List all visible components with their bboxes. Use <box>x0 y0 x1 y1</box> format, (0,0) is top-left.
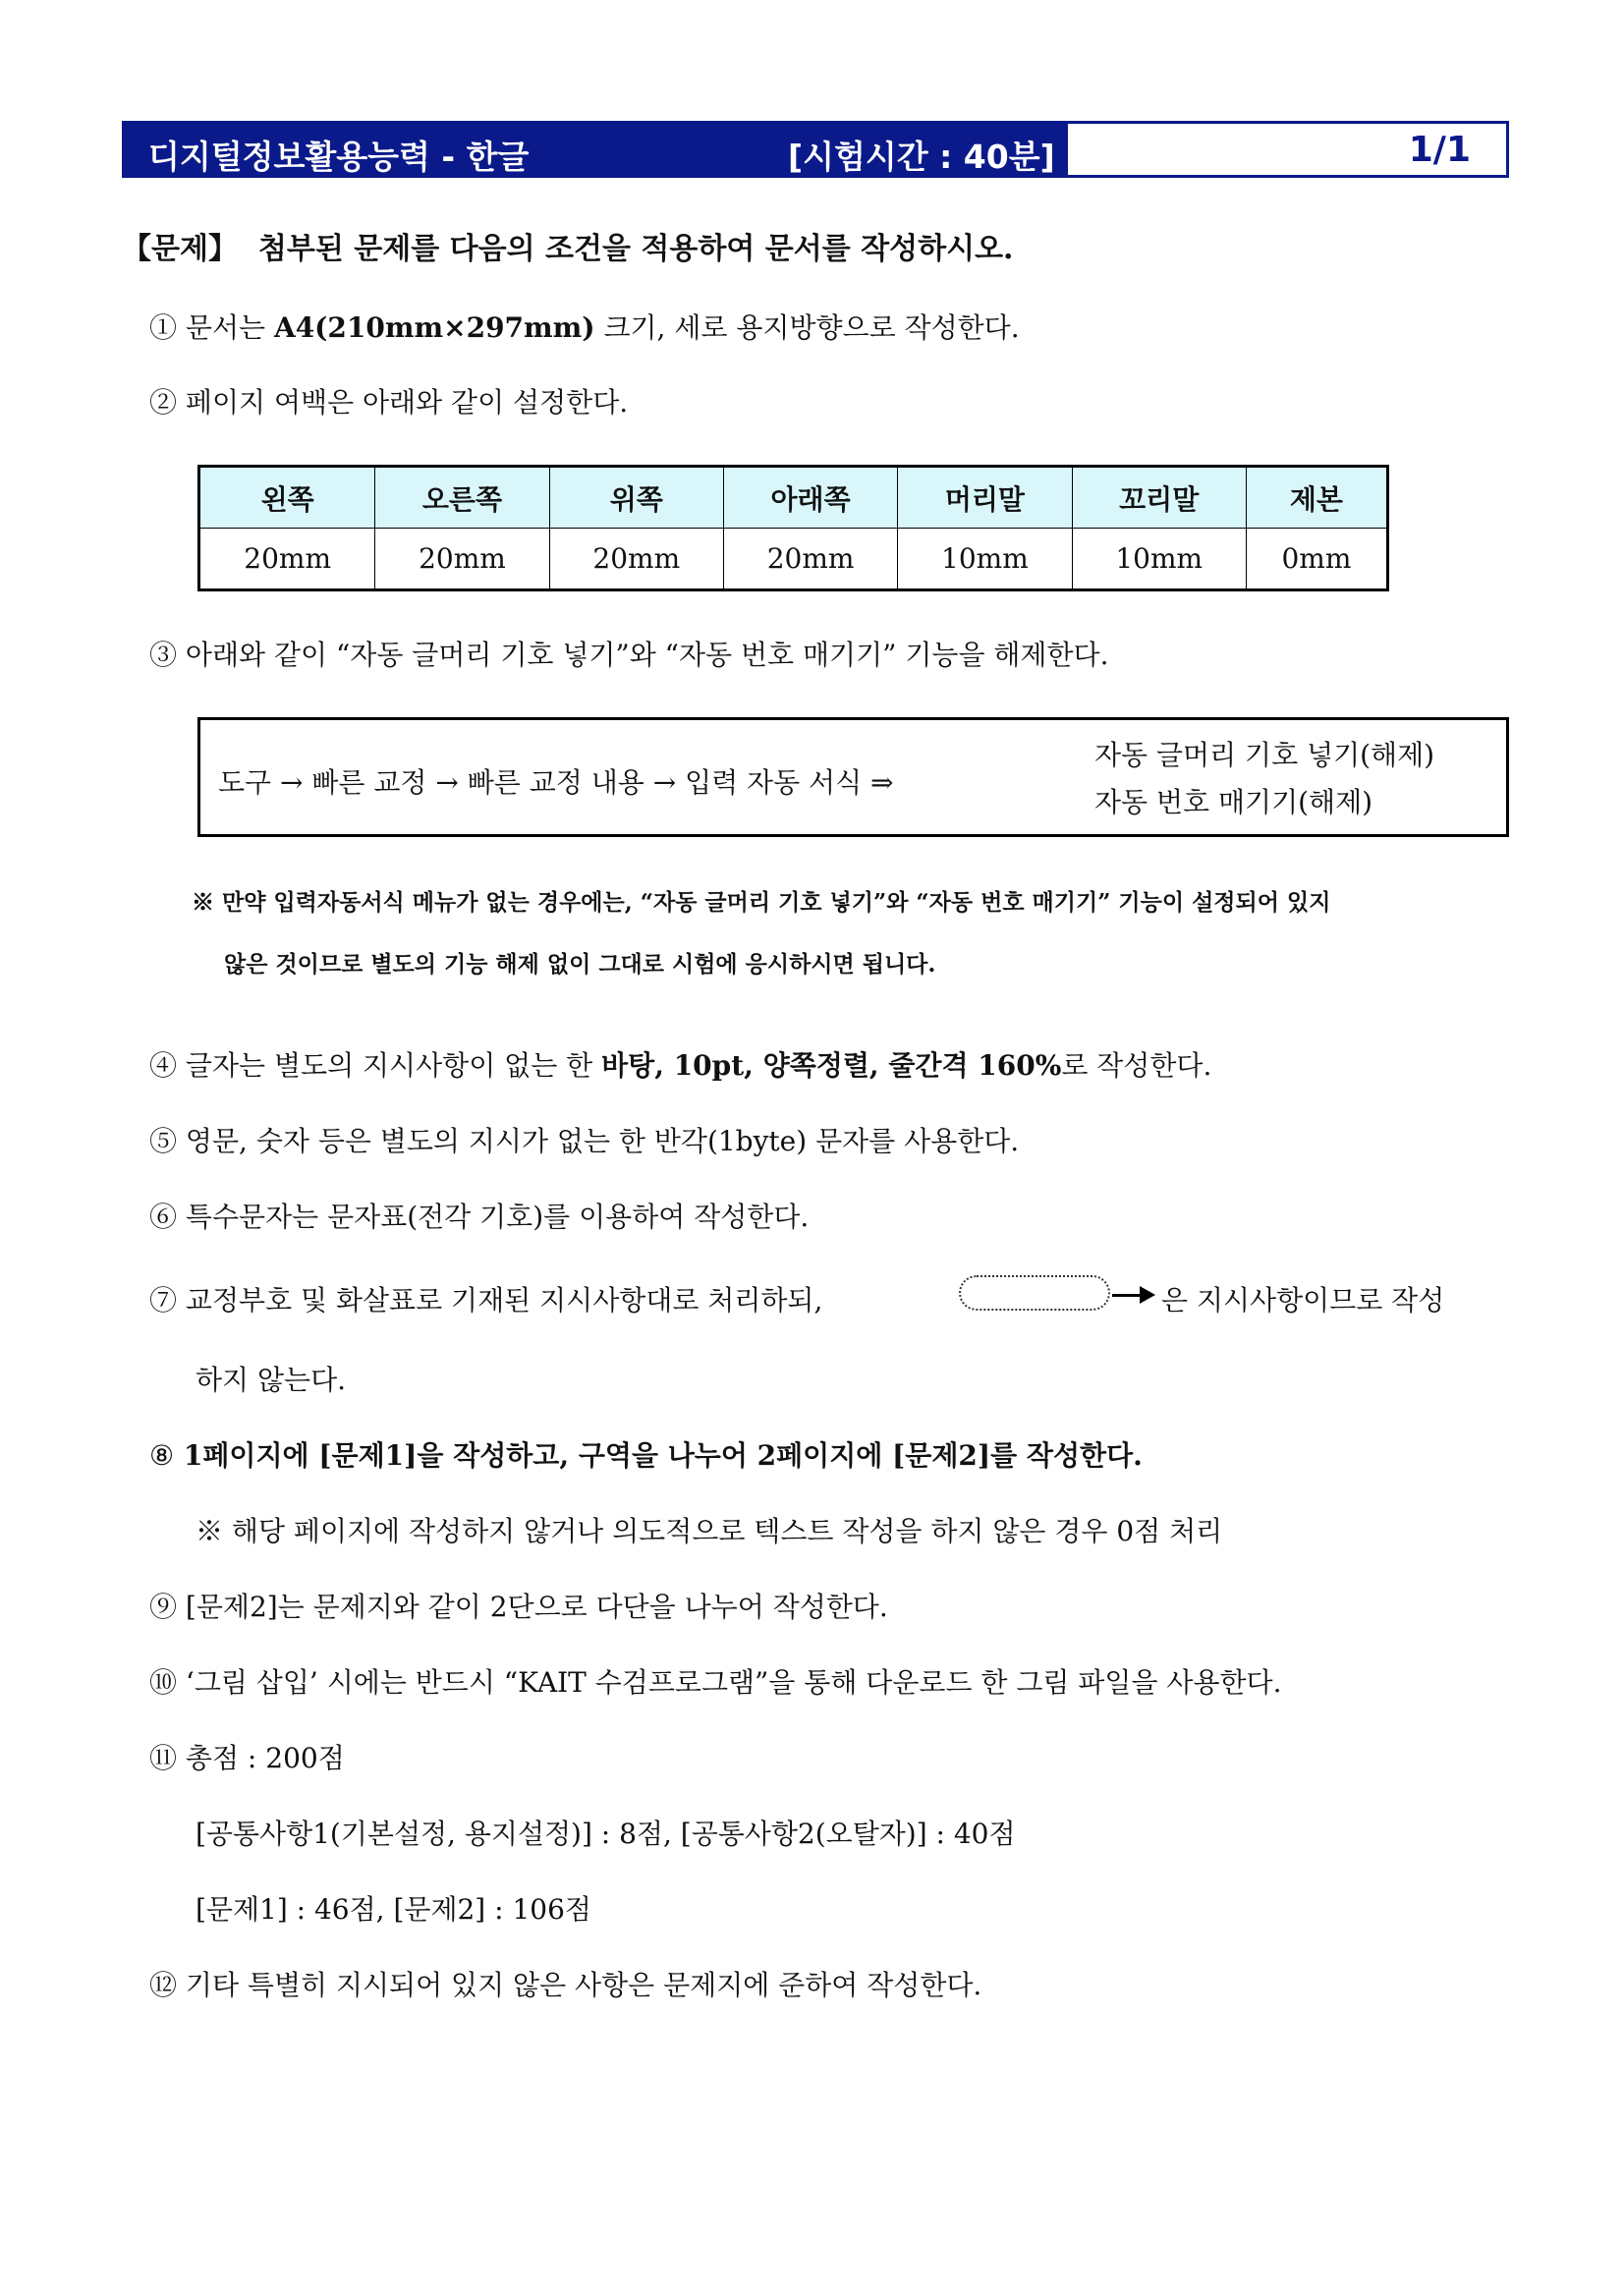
item-2 <box>149 381 628 420</box>
item-10-text: ‘그림 삽입’ 시에는 반드시 “KAIT 수검프로그램”을 통해 다운로드 한 그림 파일을 사용한다. <box>185 1666 1282 1699</box>
item-1-text-bold: A4(210mm×297mm) <box>273 311 595 344</box>
item-1-number: ① <box>149 311 178 344</box>
item-1-text-post: 크기, 세로 용지방향으로 작성한다. <box>594 311 1020 344</box>
exam-time: [시험시간 : 40분] <box>788 138 1055 176</box>
item-8 <box>149 1434 1143 1474</box>
item-3-number: ③ <box>149 639 178 671</box>
margins-header-cell: 위쪽 <box>549 467 723 529</box>
item-7 <box>149 1279 822 1318</box>
item-9-number: ⑨ <box>149 1591 178 1623</box>
item-2-number: ② <box>149 386 178 419</box>
margins-header-cell: 왼쪽 <box>199 467 375 529</box>
autoformat-option-numbering: 자동 번호 매기기(해제) <box>1094 786 1373 818</box>
item-11-text: 총점 : 200점 <box>185 1742 345 1774</box>
notice-line-1: ※ 만약 입력자동서식 메뉴가 없는 경우에는, “자동 글머리 기호 넣기”와 “자동 번호 매기기” 기능이 설정되어 있지 <box>192 889 1331 916</box>
exam-title: 디지털정보활용능력 - 한글 <box>148 138 530 176</box>
item-9 <box>149 1586 888 1625</box>
item-11 <box>149 1737 345 1776</box>
item-7-continuation: 하지 않는다. <box>196 1364 347 1396</box>
item-12 <box>149 1964 981 2003</box>
item-11-line-2: [공통사항1(기본설정, 용지설정)] : 8점, [공통사항2(오탈자)] : 40점 <box>196 1818 1016 1850</box>
margins-header-cell: 꼬리말 <box>1072 467 1246 529</box>
item-12-text: 기타 특별히 지시되어 있지 않은 사항은 문제지에 준하여 작성한다. <box>185 1969 982 2001</box>
page-number: 1/1 <box>1408 130 1471 170</box>
margins-header-cell: 머리말 <box>898 467 1072 529</box>
margins-value-cell: 20mm <box>199 529 375 590</box>
margins-value-cell: 20mm <box>723 529 897 590</box>
item-6-text: 특수문자는 문자표(전각 기호)를 이용하여 작성한다. <box>185 1201 810 1233</box>
margins-value-cell: 20mm <box>549 529 723 590</box>
item-7-text-pre: 교정부호 및 화살표로 기재된 지시사항대로 처리하되, <box>185 1284 823 1316</box>
margins-table-value-row <box>199 529 1388 590</box>
item-7-number: ⑦ <box>149 1284 178 1316</box>
notice-line-2: 않은 것이므로 별도의 기능 해제 없이 그대로 시험에 응시하시면 됩니다. <box>224 951 936 978</box>
margins-table-header-row <box>199 467 1388 529</box>
item-8-text: 1페이지에 [문제1]을 작성하고, 구역을 나누어 2페이지에 [문제2]를 작성한다. <box>183 1439 1143 1472</box>
item-8-note: ※ 해당 페이지에 작성하지 않거나 의도적으로 텍스트 작성을 하지 않은 경우 0점 처리 <box>196 1515 1223 1547</box>
margins-table <box>197 465 1389 591</box>
item-1-text-pre: 문서는 <box>185 311 274 344</box>
item-8-number: ⑧ <box>149 1439 175 1472</box>
item-4-number: ④ <box>149 1049 178 1082</box>
exam-header-page-area <box>1068 124 1506 175</box>
item-4-text-bold: 바탕, 10pt, 양쪽정렬, 줄간격 160% <box>601 1049 1062 1082</box>
margins-value-cell: 10mm <box>1072 529 1246 590</box>
instruction-pill-symbol <box>959 1275 1110 1311</box>
item-5-text: 영문, 숫자 등은 별도의 지시가 없는 한 반각(1byte) 문자를 사용한다. <box>185 1125 1020 1157</box>
item-11-number: ⑪ <box>149 1742 178 1774</box>
item-10-number: ⑩ <box>149 1666 178 1699</box>
margins-value-cell: 0mm <box>1246 529 1387 590</box>
item-3-text: 아래와 같이 “자동 글머리 기호 넣기”와 “자동 번호 매기기” 기능을 해제한다. <box>185 639 1109 671</box>
autoformat-option-bullets: 자동 글머리 기호 넣기(해제) <box>1094 739 1435 771</box>
item-5 <box>149 1120 1019 1159</box>
problem-label: 【문제】 <box>122 232 238 266</box>
item-9-text: [문제2]는 문제지와 같이 2단으로 다단을 나누어 작성한다. <box>185 1591 888 1623</box>
autoformat-path-box <box>197 717 1509 837</box>
instruction-arrow-head-icon <box>1140 1286 1155 1304</box>
item-6 <box>149 1196 809 1235</box>
item-2-text: 페이지 여백은 아래와 같이 설정한다. <box>185 386 629 419</box>
problem-text: 첨부된 문제를 다음의 조건을 적용하여 문서를 작성하시오. <box>257 232 1014 266</box>
item-11-line-3: [문제1] : 46점, [문제2] : 106점 <box>196 1893 591 1926</box>
margins-value-cell: 10mm <box>898 529 1072 590</box>
autoformat-menu-path: 도구 → 빠른 교정 → 빠른 교정 내용 → 입력 자동 서식 ⇒ <box>218 766 894 799</box>
item-7-text-post: 은 지시사항이므로 작성 <box>1161 1284 1445 1316</box>
margins-value-cell: 20mm <box>375 529 549 590</box>
margins-header-cell: 오른쪽 <box>375 467 549 529</box>
item-4-text-post: 로 작성한다. <box>1061 1049 1212 1082</box>
item-1 <box>149 307 1020 346</box>
item-4-text-pre: 글자는 별도의 지시사항이 없는 한 <box>185 1049 602 1082</box>
item-10 <box>149 1661 1281 1701</box>
problem-title <box>122 224 1014 267</box>
margins-header-cell: 제본 <box>1246 467 1387 529</box>
item-4 <box>149 1044 1211 1084</box>
exam-header-title-area <box>125 124 1068 175</box>
item-3 <box>149 634 1108 673</box>
item-5-number: ⑤ <box>149 1125 178 1157</box>
instruction-arrow-line <box>1112 1294 1142 1297</box>
item-6-number: ⑥ <box>149 1201 178 1233</box>
exam-header <box>122 121 1509 178</box>
margins-header-cell: 아래쪽 <box>723 467 897 529</box>
item-12-number: ⑫ <box>149 1969 178 2001</box>
